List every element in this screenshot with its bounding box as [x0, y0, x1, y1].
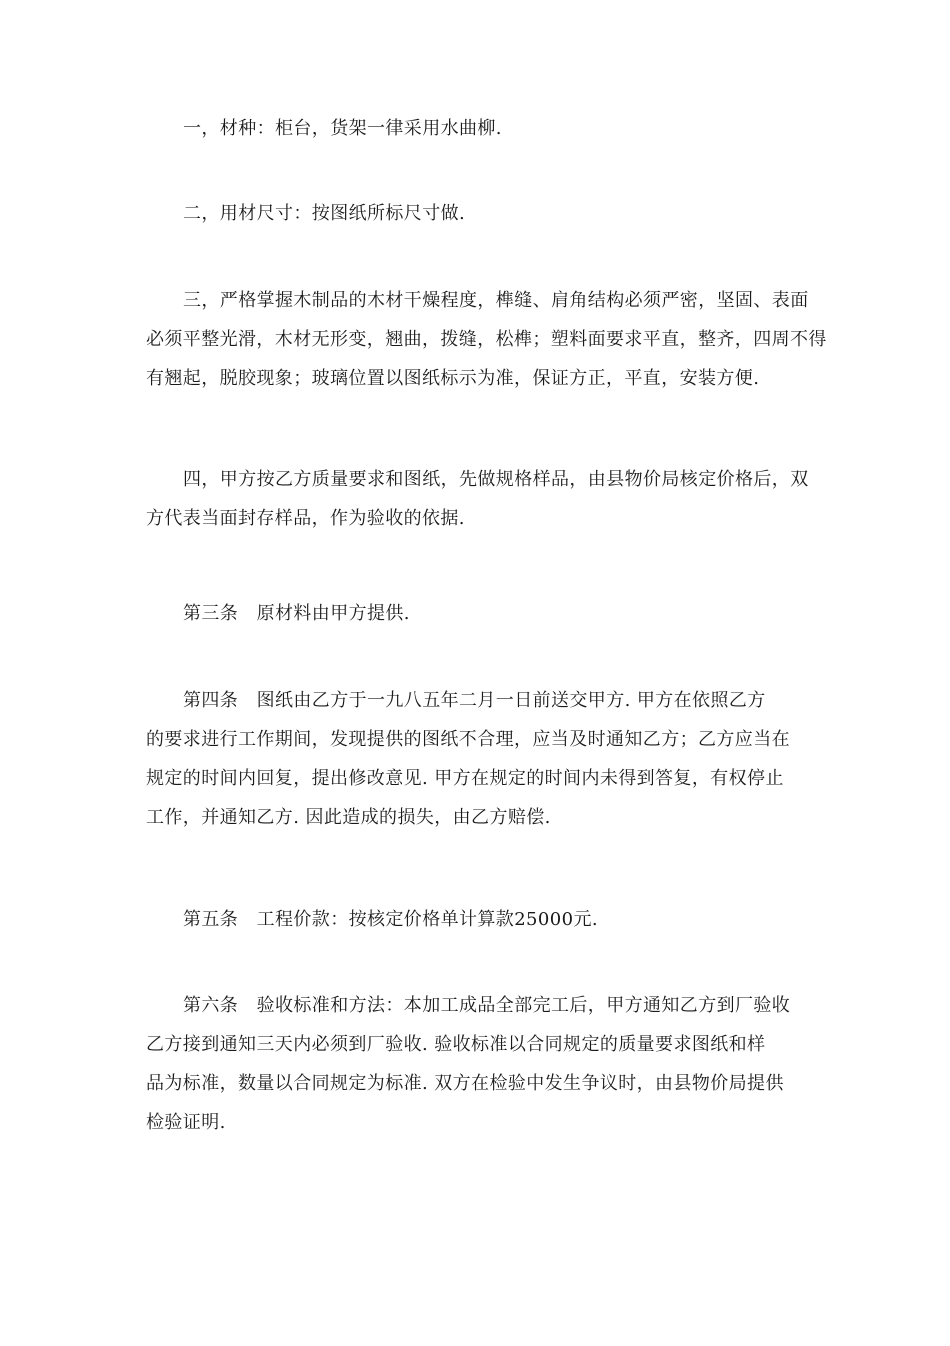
clause-6 [146, 986, 808, 1142]
text-line: 的要求进行工作期间，发现提供的图纸不合理，应当及时通知乙方；乙方应当在 [146, 729, 790, 750]
paragraph-samples [146, 460, 808, 538]
paragraph-quality-requirements [146, 281, 827, 398]
text-line: 检验证明. [146, 1112, 226, 1133]
clause-3 [146, 594, 808, 633]
text-line: 二，用材尺寸：按图纸所标尺寸做. [183, 203, 466, 224]
text-line: 第四条 图纸由乙方于一九八五年二月一日前送交甲方. 甲方在依照乙方 [183, 690, 766, 711]
text-line: 有翘起，脱胶现象；玻璃位置以图纸标示为准，保证方正，平直，安装方便. [146, 368, 760, 389]
paragraph-material-type [146, 109, 808, 148]
text-line: 必须平整光滑，木材无形变，翘曲，拨缝，松榫；塑料面要求平直，整齐，四周不得 [146, 329, 827, 350]
text-line: 工作，并通知乙方. 因此造成的损失，由乙方赔偿. [146, 807, 551, 828]
clause-5 [146, 900, 808, 939]
text-line: 规定的时间内回复，提出修改意见. 甲方在规定的时间内未得到答复，有权停止 [146, 768, 784, 789]
text-line: 一，材种：柜台，货架一律采用水曲柳. [183, 118, 502, 139]
text-line: 三，严格掌握木制品的木材干燥程度，榫缝、肩角结构必须严密，坚固、表面 [183, 290, 809, 311]
text-line: 方代表当面封存样品，作为验收的依据. [146, 508, 465, 529]
text-line: 品为标准，数量以合同规定为标准. 双方在检验中发生争议时，由县物价局提供 [146, 1073, 784, 1094]
paragraph-material-size [146, 194, 808, 233]
text-line: 乙方接到通知三天内必须到厂验收. 验收标准以合同规定的质量要求图纸和样 [146, 1034, 766, 1055]
clause-4 [146, 681, 808, 837]
text-line: 四，甲方按乙方质量要求和图纸，先做规格样品，由县物价局核定价格后，双 [183, 469, 809, 490]
text-line: 第五条 工程价款：按核定价格单计算款25000元. [183, 909, 598, 930]
text-line: 第六条 验收标准和方法：本加工成品全部完工后，甲方通知乙方到厂验收 [183, 995, 791, 1016]
text-line: 第三条 原材料由甲方提供. [183, 603, 410, 624]
